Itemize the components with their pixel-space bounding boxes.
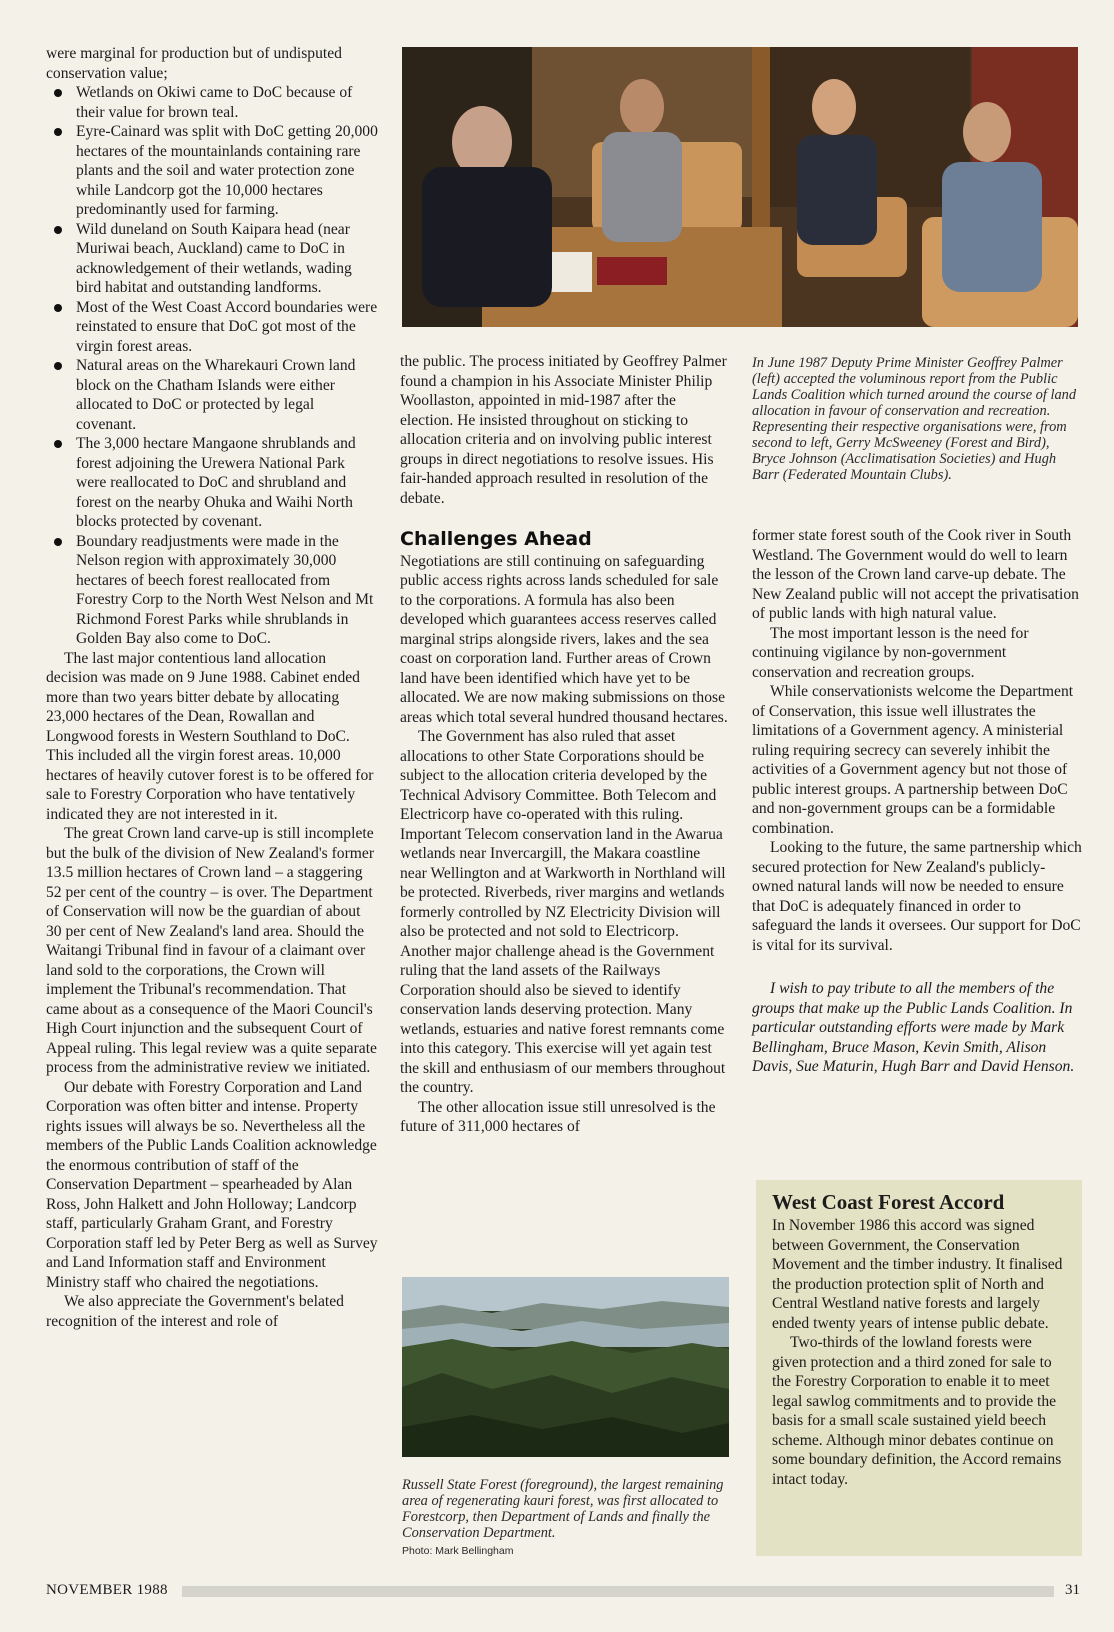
photo-credit: Photo: Mark Bellingham — [402, 1545, 514, 1557]
body-paragraph: While conservationists welcome the Department of Conservation, this issue well illustrates the limitations of a Government agency. A ministerial ruling requiring secrecy can severely inhibit the activities of a Government agency but not those of public interest groups. A partnership between DoC and non-government groups can be a formidable combination. — [752, 683, 1074, 837]
column1-intro: were marginal for production but of undisputed conservation value; — [46, 45, 342, 82]
sidebar-paragraph: Two-thirds of the lowland forests were given protection and a third zoned for sale to the Forestry Corporation to enable it to meet legal sawlog commitments and to provide the basis for a small scale sustained yield beech scheme. Although minor debates continue on some boundary definition, the Accord remains intact today. — [772, 1334, 1062, 1488]
page-footer — [46, 1580, 1080, 1600]
column-3 — [752, 526, 1082, 1077]
body-paragraph: Our debate with Forestry Corporation and Land Corporation was often bitter and intense. Property rights issues will always be so. Nevertheless all the members of the Public Lands Coalition acknowledge the enormous contribution of staff of the Conservation Department – spearheaded by Alan Ross, John Halkett and John Holloway; Landcorp staff, particularly Graham Grant, and Forestry Corporation staff led by Peter Berg as well as Survey and Land Information staff and Environment Ministry staff who chaired the negotiations. — [46, 1078, 378, 1291]
body-paragraph: Looking to the future, the same partnership which secured protection for New Zealand's publicly-owned natural lands will now be needed to ensure that DoC is adequately financed in order to safeguard the lands it oversees. Our support for DoC is vital for its survival. — [752, 839, 1082, 954]
body-paragraph: The most important lesson is the need for continuing vigilance by non-government conservation and recreation groups. — [752, 624, 1029, 681]
meeting-photo-caption: In June 1987 Deputy Prime Minister Geoffrey Palmer (left) accepted the voluminous report from the Public Lands Coalition which turned around the course of land allocation in favour of conservation and recreation. Representing their respective organisations were, from second to left, Gerry McSweeney (Forest and Bird), Bryce Johnson (Acclimatisation Societies) and Hugh Barr (Federated Mountain Clubs). — [752, 355, 1077, 483]
bullet-item: Natural areas on the Wharekauri Crown land block on the Chatham Islands were either allocated to DoC or protected by legal covenant. — [46, 356, 378, 434]
body-paragraph: We also appreciate the Government's belated recognition of the interest and role of — [46, 1293, 344, 1330]
sidebar-title: West Coast Forest Accord — [772, 1190, 1005, 1214]
column-2 — [400, 352, 728, 1137]
issue-date: NOVEMBER 1988 — [46, 1582, 168, 1598]
meeting-photo-illustration — [402, 47, 1078, 327]
bullet-item: Boundary readjustments were made in the Nelson region with approximately 30,000 hectares of beech forest reallocated from Forestry Corp to the North West Nelson and Mt Richmond Forest Parks while shrublands in Golden Bay also come to DoC. — [46, 532, 378, 649]
bullet-item: Most of the West Coast Accord boundaries were reinstated to ensure that DoC got most of the virgin forest areas. — [46, 298, 378, 357]
footer-rule — [182, 1586, 1054, 1597]
body-paragraph: the public. The process initiated by Geoffrey Palmer found a champion in his Associate Minister Philip Woollaston, appointed in mid-1987 after the election. He insisted throughout on sticking to allocation criteria and on involving public interest groups in direct negotiations to resolve issues. His fair-handed approach resulted in resolution of the debate. — [400, 353, 727, 507]
allocation-bullet-list — [46, 83, 378, 649]
body-paragraph: The Government has also ruled that asset allocations to other State Corporations should be subject to the allocation criteria developed by the Technical Advisory Committee. Both Telecom and Electricorp have co-operated with this ruling. Important Telecom conservation land in the Awarua wetlands near Invercargill, the Makara coastline near Wellington and at Warkworth in Northland will be protected. Riverbeds, river margins and wetlands formerly controlled by NZ Electricity Division will also be protected and not sold to Electricorp. Another major challenge ahead is the Government ruling that the land assets of the Railways Corporation should also be sieved to identify conservation lands deserving protection. Many wetlands, estuaries and native forest remnants come into this category. This exercise will yet again test the skill and enthusiasm of our members throughout the country. — [400, 728, 726, 1096]
body-paragraph: Negotiations are still continuing on safeguarding public access rights across lands scheduled for sale to the corporations. A formula has also been developed which guarantees access reserves called marginal strips alongside rivers, lakes and the sea coast on corporation land. Further areas of Crown land have been identified which have yet to be allocated. We are now making submissions on those areas which total several hundred thousand hectares. — [400, 552, 728, 726]
forest-photo — [402, 1277, 729, 1457]
page-number: 31 — [1065, 1582, 1080, 1598]
bullet-item: Wild duneland on South Kaipara head (near Muriwai beach, Auckland) came to DoC in acknowledgement of their wetlands, wading bird habitat and outstanding landforms. — [46, 220, 378, 298]
body-paragraph: The other allocation issue still unresolved is the future of 311,000 hectares of — [400, 1098, 716, 1135]
sidebar-paragraph: In November 1986 this accord was signed between Government, the Conservation Movement and the timber industry. It finalised the production protection split of North and Central Westland native forests and largely ended twenty years of intense public debate. — [772, 1217, 1063, 1332]
bullet-item: Eyre-Cainard was split with DoC getting 20,000 hectares of the mountainlands containing rare plants and the soil and water protection zone while Landcorp got the 10,000 hectares predominantly used for farming. — [46, 122, 378, 220]
bullet-item: The 3,000 hectare Mangaone shrublands and forest adjoining the Urewera National Park were reallocated to DoC and shrubland and forest on the nearby Ohuka and Waihi North blocks protected by covenant. — [46, 434, 378, 532]
forest-photo-illustration — [402, 1277, 729, 1457]
forest-photo-caption — [402, 1477, 732, 1559]
section-heading: Challenges Ahead — [400, 528, 592, 550]
body-paragraph: The great Crown land carve-up is still incomplete but the bulk of the division of New Zealand's former 13.5 million hectares of Crown land – a staggering 52 per cent of the country – is over. The Department of Conservation will now be the guardian of about 30 per cent of New Zealand's land area. Should the Waitangi Tribunal find in favour of a claimant over land sold to the corporations, the Crown will implement the Tribunal's recommendation. That came about as a consequence of the Maori Council's High Court injunction and the subsequent Court of Appeal ruling. This legal review was a quite separate process from the administrative review we initiated. — [46, 825, 377, 1076]
tribute-paragraph: I wish to pay tribute to all the members of the groups that make up the Public Lands Coalition. In particular outstanding efforts were made by Mark Bellingham, Bruce Mason, Kevin Smith, Alison Davis, Sue Maturin, Hugh Barr and David Henson. — [752, 980, 1075, 1075]
body-paragraph: former state forest south of the Cook river in South Westland. The Government would do well to learn the lesson of the Crown land carve-up debate. The New Zealand public will not accept the privatisation of public lands with high natural value. — [752, 527, 1079, 622]
meeting-photo — [402, 47, 1078, 327]
forest-caption-text: Russell State Forest (foreground), the largest remaining area of regenerating kauri forest, was first allocated to Forestcorp, then Department of Lands and finally the Conservation Department. — [402, 1477, 724, 1541]
body-paragraph: The last major contentious land allocation decision was made on 9 June 1988. Cabinet ended more than two years bitter debate by allocating 23,000 hectares of the Dean, Rowallan and Longwood forests in Western Southland to DoC. This included all the virgin forest areas. 10,000 hectares of heavily cutover forest is to be offered for sale to Forestry Corporation who have tentatively indicated they are not interested in it. — [46, 649, 374, 823]
bullet-item: Wetlands on Okiwi came to DoC because of their value for brown teal. — [46, 83, 378, 122]
west-coast-accord-sidebar — [756, 1180, 1082, 1556]
column-1 — [46, 44, 378, 1331]
